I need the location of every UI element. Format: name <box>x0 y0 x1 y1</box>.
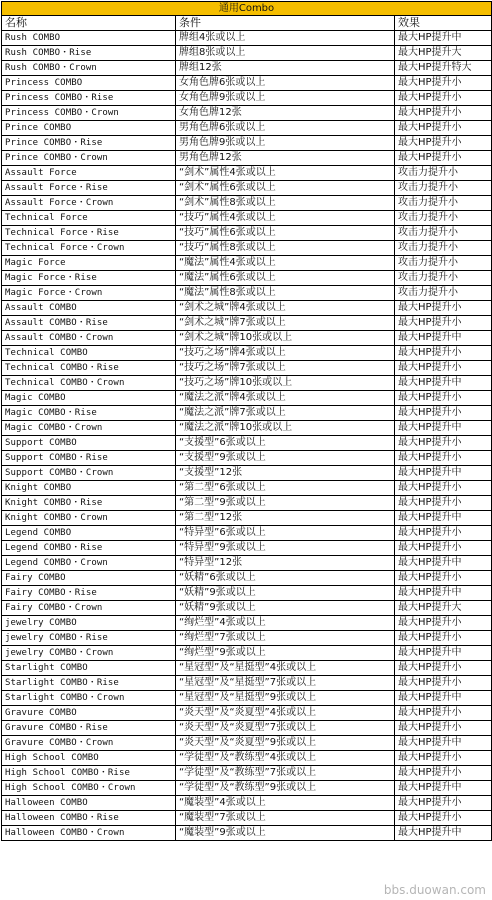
table-row <box>2 211 492 226</box>
combo-name-cell: Fairy COMBO・Crown <box>2 601 176 616</box>
condition-cell: “技巧”属性8张或以上 <box>176 241 395 256</box>
condition-cell: “特异型”6张或以上 <box>176 526 395 541</box>
table-row <box>2 256 492 271</box>
condition-cell: “魔装型”9张或以上 <box>176 826 395 841</box>
table-row <box>2 826 492 841</box>
condition-cell: “支援型”6张或以上 <box>176 436 395 451</box>
effect-cell: 最大HP提升中 <box>395 586 492 601</box>
combo-name-cell: Technical Force・Rise <box>2 226 176 241</box>
condition-cell: “魔法”属性8张或以上 <box>176 286 395 301</box>
condition-cell: 牌组4张或以上 <box>176 31 395 46</box>
combo-name-cell: Rush COMBO・Rise <box>2 46 176 61</box>
condition-cell: “炎天型”及“炎夏型”4张或以上 <box>176 706 395 721</box>
effect-cell: 最大HP提升小 <box>395 361 492 376</box>
combo-name-cell: Rush COMBO <box>2 31 176 46</box>
condition-cell: “魔装型”4张或以上 <box>176 796 395 811</box>
effect-cell: 最大HP提升小 <box>395 721 492 736</box>
table-row <box>2 706 492 721</box>
table-row <box>2 766 492 781</box>
effect-cell: 最大HP提升小 <box>395 766 492 781</box>
table-row <box>2 466 492 481</box>
effect-cell: 攻击力提升小 <box>395 181 492 196</box>
table-row <box>2 421 492 436</box>
table-row <box>2 481 492 496</box>
combo-name-cell: Knight COMBO・Crown <box>2 511 176 526</box>
effect-cell: 最大HP提升中 <box>395 331 492 346</box>
effect-cell: 最大HP提升中 <box>395 466 492 481</box>
condition-cell: “魔法之派”牌4张或以上 <box>176 391 395 406</box>
condition-cell: “技巧之场”牌7张或以上 <box>176 361 395 376</box>
table-row <box>2 241 492 256</box>
table-row <box>2 226 492 241</box>
table-row <box>2 271 492 286</box>
table-row <box>2 751 492 766</box>
effect-cell: 最大HP提升中 <box>395 556 492 571</box>
effect-cell: 最大HP提升小 <box>395 496 492 511</box>
combo-name-cell: Princess COMBO <box>2 76 176 91</box>
effect-cell: 攻击力提升小 <box>395 241 492 256</box>
combo-name-cell: Magic COMBO・Rise <box>2 406 176 421</box>
table-row <box>2 736 492 751</box>
column-header-effect: 效果 <box>395 16 492 31</box>
table-row <box>2 121 492 136</box>
combo-name-cell: Gravure COMBO・Crown <box>2 736 176 751</box>
combo-name-cell: Knight COMBO・Rise <box>2 496 176 511</box>
condition-cell: “特异型”9张或以上 <box>176 541 395 556</box>
combo-name-cell: Technical Force・Crown <box>2 241 176 256</box>
condition-cell: “剑术”属性8张或以上 <box>176 196 395 211</box>
combo-name-cell: Starlight COMBO・Crown <box>2 691 176 706</box>
combo-name-cell: Technical COMBO・Rise <box>2 361 176 376</box>
combo-table <box>1 1 492 841</box>
effect-cell: 最大HP提升中 <box>395 736 492 751</box>
combo-name-cell: Fairy COMBO・Rise <box>2 586 176 601</box>
table-row <box>2 691 492 706</box>
condition-cell: “剑术之城”牌7张或以上 <box>176 316 395 331</box>
effect-cell: 最大HP提升中 <box>395 421 492 436</box>
combo-name-cell: Prince COMBO <box>2 121 176 136</box>
table-row <box>2 61 492 76</box>
table-row <box>2 676 492 691</box>
effect-cell: 最大HP提升小 <box>395 811 492 826</box>
combo-name-cell: Technical Force <box>2 211 176 226</box>
combo-name-cell: Rush COMBO・Crown <box>2 61 176 76</box>
combo-name-cell: Knight COMBO <box>2 481 176 496</box>
table-row <box>2 31 492 46</box>
condition-cell: 女角色牌6张或以上 <box>176 76 395 91</box>
condition-cell: “魔法之派”牌7张或以上 <box>176 406 395 421</box>
condition-cell: “技巧之场”牌10张或以上 <box>176 376 395 391</box>
effect-cell: 攻击力提升小 <box>395 166 492 181</box>
table-row <box>2 796 492 811</box>
table-row <box>2 91 492 106</box>
combo-name-cell: Magic Force <box>2 256 176 271</box>
effect-cell: 最大HP提升小 <box>395 151 492 166</box>
effect-cell: 最大HP提升小 <box>395 106 492 121</box>
table-row <box>2 106 492 121</box>
effect-cell: 攻击力提升小 <box>395 256 492 271</box>
effect-cell: 最大HP提升小 <box>395 526 492 541</box>
condition-cell: “炎天型”及“炎夏型”7张或以上 <box>176 721 395 736</box>
combo-name-cell: Starlight COMBO <box>2 661 176 676</box>
combo-name-cell: Starlight COMBO・Rise <box>2 676 176 691</box>
combo-name-cell: Assault COMBO <box>2 301 176 316</box>
table-row <box>2 661 492 676</box>
table-row <box>2 496 492 511</box>
combo-name-cell: High School COMBO <box>2 751 176 766</box>
combo-name-cell: Fairy COMBO <box>2 571 176 586</box>
effect-cell: 最大HP提升小 <box>395 571 492 586</box>
effect-cell: 最大HP提升中 <box>395 691 492 706</box>
condition-cell: “学徒型”及“教练型”4张或以上 <box>176 751 395 766</box>
effect-cell: 最大HP提升小 <box>395 706 492 721</box>
effect-cell: 最大HP提升小 <box>395 796 492 811</box>
effect-cell: 最大HP提升小 <box>395 676 492 691</box>
condition-cell: 牌组8张或以上 <box>176 46 395 61</box>
combo-name-cell: Halloween COMBO <box>2 796 176 811</box>
table-row <box>2 646 492 661</box>
combo-name-cell: Magic Force・Rise <box>2 271 176 286</box>
effect-cell: 最大HP提升小 <box>395 391 492 406</box>
combo-name-cell: Assault Force・Crown <box>2 196 176 211</box>
condition-cell: “技巧”属性6张或以上 <box>176 226 395 241</box>
effect-cell: 最大HP提升小 <box>395 121 492 136</box>
title-row <box>2 2 492 16</box>
condition-cell: “星冠型”及“星挺型”7张或以上 <box>176 676 395 691</box>
table-row <box>2 286 492 301</box>
combo-name-cell: Magic Force・Crown <box>2 286 176 301</box>
table-row <box>2 301 492 316</box>
combo-name-cell: Legend COMBO・Rise <box>2 541 176 556</box>
condition-cell: “星冠型”及“星挺型”9张或以上 <box>176 691 395 706</box>
effect-cell: 最大HP提升中 <box>395 826 492 841</box>
effect-cell: 最大HP提升大 <box>395 601 492 616</box>
table-row <box>2 541 492 556</box>
combo-name-cell: Support COMBO・Rise <box>2 451 176 466</box>
condition-cell: 男角色牌12张 <box>176 151 395 166</box>
condition-cell: “剑术之城”牌4张或以上 <box>176 301 395 316</box>
condition-cell: “炎天型”及“炎夏型”9张或以上 <box>176 736 395 751</box>
effect-cell: 最大HP提升小 <box>395 136 492 151</box>
combo-name-cell: Magic COMBO <box>2 391 176 406</box>
table-row <box>2 571 492 586</box>
effect-cell: 最大HP提升小 <box>395 406 492 421</box>
condition-cell: “剑术”属性6张或以上 <box>176 181 395 196</box>
table-row <box>2 451 492 466</box>
combo-name-cell: jewelry COMBO <box>2 616 176 631</box>
effect-cell: 最大HP提升中 <box>395 376 492 391</box>
condition-cell: “学徒型”及“教练型”7张或以上 <box>176 766 395 781</box>
combo-name-cell: Assault COMBO・Crown <box>2 331 176 346</box>
condition-cell: “绚烂型”7张或以上 <box>176 631 395 646</box>
effect-cell: 攻击力提升小 <box>395 271 492 286</box>
combo-name-cell: Gravure COMBO・Rise <box>2 721 176 736</box>
condition-cell: “剑术”属性4张或以上 <box>176 166 395 181</box>
condition-cell: “第二型”6张或以上 <box>176 481 395 496</box>
effect-cell: 最大HP提升小 <box>395 541 492 556</box>
condition-cell: “支援型”9张或以上 <box>176 451 395 466</box>
effect-cell: 最大HP提升中 <box>395 31 492 46</box>
column-header-condition: 条件 <box>176 16 395 31</box>
condition-cell: “绚烂型”9张或以上 <box>176 646 395 661</box>
effect-cell: 最大HP提升小 <box>395 316 492 331</box>
watermark: bbs.duowan.com <box>383 883 486 897</box>
condition-cell: “特异型”12张 <box>176 556 395 571</box>
combo-name-cell: Magic COMBO・Crown <box>2 421 176 436</box>
combo-name-cell: Support COMBO <box>2 436 176 451</box>
table-title: 通用Combo <box>2 2 492 16</box>
table-row <box>2 781 492 796</box>
combo-name-cell: Assault COMBO・Rise <box>2 316 176 331</box>
table-row <box>2 436 492 451</box>
condition-cell: 男角色牌6张或以上 <box>176 121 395 136</box>
combo-name-cell: jewelry COMBO・Crown <box>2 646 176 661</box>
table-row <box>2 391 492 406</box>
column-header-name: 名称 <box>2 16 176 31</box>
effect-cell: 最大HP提升小 <box>395 661 492 676</box>
table-row <box>2 586 492 601</box>
table-row <box>2 811 492 826</box>
condition-cell: “星冠型”及“星挺型”4张或以上 <box>176 661 395 676</box>
effect-cell: 最大HP提升大 <box>395 46 492 61</box>
table-row <box>2 526 492 541</box>
table-row <box>2 376 492 391</box>
effect-cell: 最大HP提升中 <box>395 511 492 526</box>
table-row <box>2 76 492 91</box>
condition-cell: “魔法”属性6张或以上 <box>176 271 395 286</box>
table-row <box>2 556 492 571</box>
table-row <box>2 46 492 61</box>
table-row <box>2 631 492 646</box>
condition-cell: “魔法”属性4张或以上 <box>176 256 395 271</box>
effect-cell: 攻击力提升小 <box>395 196 492 211</box>
combo-name-cell: Gravure COMBO <box>2 706 176 721</box>
header-row <box>2 16 492 31</box>
condition-cell: “第二型”9张或以上 <box>176 496 395 511</box>
effect-cell: 最大HP提升小 <box>395 616 492 631</box>
combo-name-cell: Princess COMBO・Crown <box>2 106 176 121</box>
table-row <box>2 361 492 376</box>
table-row <box>2 331 492 346</box>
condition-cell: “妖精”9张或以上 <box>176 601 395 616</box>
combo-name-cell: High School COMBO・Rise <box>2 766 176 781</box>
table-row <box>2 406 492 421</box>
table-row <box>2 346 492 361</box>
condition-cell: “学徒型”及“教练型”9张或以上 <box>176 781 395 796</box>
combo-name-cell: Princess COMBO・Rise <box>2 91 176 106</box>
combo-name-cell: Assault Force <box>2 166 176 181</box>
table-row <box>2 196 492 211</box>
condition-cell: 女角色牌12张 <box>176 106 395 121</box>
condition-cell: “妖精”9张或以上 <box>176 586 395 601</box>
table-row <box>2 166 492 181</box>
table-row <box>2 316 492 331</box>
condition-cell: “妖精”6张或以上 <box>176 571 395 586</box>
effect-cell: 最大HP提升小 <box>395 631 492 646</box>
effect-cell: 最大HP提升小 <box>395 346 492 361</box>
effect-cell: 最大HP提升特大 <box>395 61 492 76</box>
combo-name-cell: Prince COMBO・Crown <box>2 151 176 166</box>
condition-cell: “技巧之场”牌4张或以上 <box>176 346 395 361</box>
condition-cell: 男角色牌9张或以上 <box>176 136 395 151</box>
effect-cell: 攻击力提升小 <box>395 211 492 226</box>
table-row <box>2 136 492 151</box>
combo-name-cell: Assault Force・Rise <box>2 181 176 196</box>
table-row <box>2 721 492 736</box>
table-row <box>2 151 492 166</box>
effect-cell: 攻击力提升小 <box>395 286 492 301</box>
condition-cell: “剑术之城”牌10张或以上 <box>176 331 395 346</box>
condition-cell: “魔装型”7张或以上 <box>176 811 395 826</box>
table-row <box>2 601 492 616</box>
effect-cell: 攻击力提升小 <box>395 226 492 241</box>
effect-cell: 最大HP提升中 <box>395 781 492 796</box>
condition-cell: “魔法之派”牌10张或以上 <box>176 421 395 436</box>
combo-name-cell: Legend COMBO・Crown <box>2 556 176 571</box>
combo-name-cell: jewelry COMBO・Rise <box>2 631 176 646</box>
effect-cell: 最大HP提升小 <box>395 91 492 106</box>
combo-name-cell: Technical COMBO・Crown <box>2 376 176 391</box>
effect-cell: 最大HP提升中 <box>395 646 492 661</box>
combo-name-cell: Prince COMBO・Rise <box>2 136 176 151</box>
effect-cell: 最大HP提升小 <box>395 481 492 496</box>
condition-cell: 女角色牌9张或以上 <box>176 91 395 106</box>
effect-cell: 最大HP提升小 <box>395 301 492 316</box>
combo-name-cell: High School COMBO・Crown <box>2 781 176 796</box>
table-body <box>2 31 492 841</box>
condition-cell: “支援型”12张 <box>176 466 395 481</box>
condition-cell: 牌组12张 <box>176 61 395 76</box>
condition-cell: “第二型”12张 <box>176 511 395 526</box>
combo-name-cell: Halloween COMBO・Rise <box>2 811 176 826</box>
condition-cell: “技巧”属性4张或以上 <box>176 211 395 226</box>
condition-cell: “绚烂型”4张或以上 <box>176 616 395 631</box>
combo-name-cell: Support COMBO・Crown <box>2 466 176 481</box>
combo-name-cell: Legend COMBO <box>2 526 176 541</box>
effect-cell: 最大HP提升小 <box>395 451 492 466</box>
combo-name-cell: Technical COMBO <box>2 346 176 361</box>
table-row <box>2 511 492 526</box>
effect-cell: 最大HP提升小 <box>395 76 492 91</box>
combo-name-cell: Halloween COMBO・Crown <box>2 826 176 841</box>
table-row <box>2 616 492 631</box>
effect-cell: 最大HP提升小 <box>395 436 492 451</box>
effect-cell: 最大HP提升小 <box>395 751 492 766</box>
table-row <box>2 181 492 196</box>
